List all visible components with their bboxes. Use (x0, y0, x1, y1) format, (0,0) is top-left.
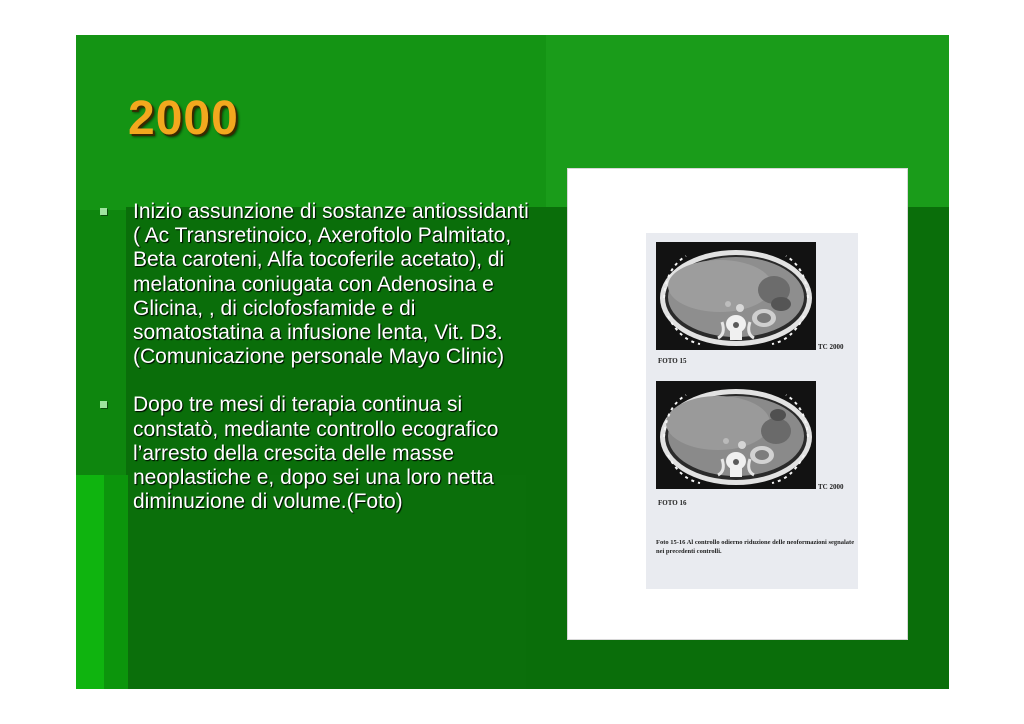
slide-title: 2000 (128, 92, 239, 145)
figure-caption: Foto 15-16 Al controllo odierno riduzione delle neoformazioni segnalate nei precedenti controlli. (656, 539, 855, 555)
ct-scan-image-2 (656, 381, 816, 489)
scan-1-tag: TC 2000 (818, 343, 844, 351)
scanned-page (646, 233, 858, 589)
scan-2-label: FOTO 16 (658, 499, 687, 507)
scan-2-tag: TC 2000 (818, 483, 844, 491)
bullet-list (100, 200, 530, 514)
ct-scan-figure (567, 168, 908, 640)
bullet-square-icon (100, 208, 107, 215)
slide (76, 35, 949, 689)
bullet-text: Dopo tre mesi di terapia continua si constatò, mediante controllo ecografico l’arresto della crescita delle masse neoplastiche e, dopo sei una loro netta diminuzione di volume.(Foto) (133, 393, 499, 514)
bullet-text: Inizio assunzione di sostanze antiossidanti ( Ac Transretinoico, Axeroftolo Palmitato, Beta caroteni, Alfa tocoferile acetato), di melatonina coniugata con Adenosina e Glicina, , di ciclofosfamide e di somatostatina a infusione lenta, Vit. D3.(Comunicazione personale Mayo Clinic) (133, 200, 529, 369)
bullet-item-results (100, 393, 530, 514)
ct-scan-image-1 (656, 242, 816, 350)
bullet-item-therapy (100, 200, 530, 369)
scan-1-label: FOTO 15 (658, 357, 687, 365)
bullet-square-icon (100, 401, 107, 408)
